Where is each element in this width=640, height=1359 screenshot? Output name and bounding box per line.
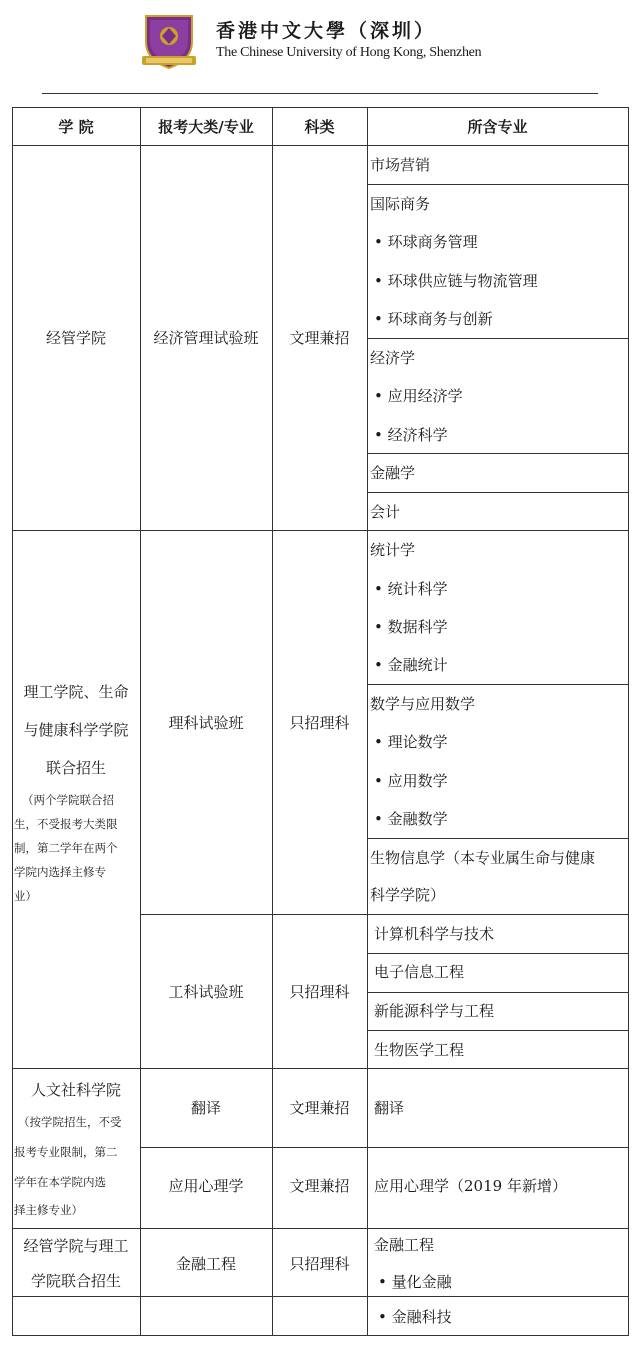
university-name-chinese: 香港中文大學（深圳） (216, 20, 437, 42)
subject-cell: 只招理科 (289, 714, 350, 732)
category-cell: 工科试验班 (168, 983, 244, 1001)
subject-cell: 只招理科 (289, 1255, 350, 1273)
major-item: 金融工程 (374, 1236, 435, 1254)
major-item: 市场营销 (370, 156, 431, 174)
major-item: 计算机科学与技术 (374, 925, 495, 943)
table-border (12, 1068, 629, 1069)
major-item: • 金融科技 (378, 1308, 452, 1326)
table-border (140, 914, 629, 915)
major-item: 翻译 (374, 1099, 405, 1117)
column-header-majors: 所含专业 (467, 118, 528, 136)
category-cell: 金融工程 (175, 1255, 236, 1273)
college-note-line: 业） (14, 889, 37, 903)
college-note-line: 生，不受报考大类限 (14, 817, 118, 831)
table-border (367, 338, 629, 339)
college-note-line: 制，第二学年在两个 (14, 841, 118, 855)
table-border (12, 1228, 629, 1229)
major-item: • 统计科学 (374, 580, 448, 598)
major-item: • 量化金融 (378, 1273, 452, 1291)
major-item: • 环球商务管理 (374, 233, 478, 251)
subject-cell: 文理兼招 (289, 1177, 350, 1195)
college-note-line: 学院内选择主修专 (14, 865, 106, 879)
major-item: • 金融数学 (374, 810, 448, 828)
table-border (367, 838, 629, 839)
table-border (12, 1296, 629, 1297)
column-header-category: 报考大类/专业 (158, 118, 254, 136)
subject-cell: 文理兼招 (289, 1099, 350, 1117)
table-border (140, 1147, 629, 1148)
table-border (12, 530, 629, 531)
category-cell: 翻译 (190, 1099, 221, 1117)
major-item: • 理论数学 (374, 733, 448, 751)
category-cell: 应用心理学 (168, 1177, 244, 1195)
major-item: • 数据科学 (374, 618, 448, 636)
major-item: 新能源科学与工程 (374, 1002, 495, 1020)
table-border (12, 145, 629, 146)
college-cell-line: 经管学院与理工 (23, 1237, 129, 1255)
major-item: • 金融统计 (374, 656, 448, 674)
table-border (367, 184, 629, 185)
table-border (367, 107, 368, 1335)
major-item: • 应用数学 (374, 772, 448, 790)
subject-cell: 只招理科 (289, 983, 350, 1001)
major-item: 生物医学工程 (374, 1041, 465, 1059)
table-border (367, 492, 629, 493)
major-item: • 环球供应链与物流管理 (374, 272, 538, 290)
major-item: 会计 (370, 503, 401, 521)
table-border (367, 992, 629, 993)
major-item: 统计学 (370, 541, 416, 559)
major-item: • 经济科学 (374, 426, 448, 444)
table-border (12, 1335, 629, 1336)
major-item: 应用心理学（2019 年新增） (374, 1177, 567, 1195)
major-item: 数学与应用数学 (370, 695, 476, 713)
major-item: 国际商务 (370, 195, 431, 213)
college-cell-line: 联合招生 (45, 759, 106, 777)
college-cell: 人文社科学院 (30, 1081, 121, 1099)
table-border (628, 107, 629, 1335)
major-item: • 环球商务与创新 (374, 310, 493, 328)
college-note-line: 报考专业限制，第二 (14, 1145, 118, 1159)
subject-cell: 文理兼招 (289, 329, 350, 347)
table-border (367, 453, 629, 454)
column-header-college: 学 院 (58, 118, 94, 136)
college-note-line: （按学院招生，不受 (18, 1115, 122, 1129)
column-header-subject: 科类 (304, 118, 335, 136)
major-item: • 应用经济学 (374, 387, 463, 405)
category-cell: 理科试验班 (168, 714, 244, 732)
college-cell-line: 学院联合招生 (30, 1272, 121, 1290)
college-cell-line: 与健康科学学院 (23, 721, 129, 739)
category-cell: 经济管理试验班 (153, 329, 259, 347)
table-border (12, 107, 629, 108)
major-item: 科学学院） (370, 886, 446, 904)
major-item: 金融学 (370, 464, 416, 482)
major-item: 经济学 (370, 349, 416, 367)
college-note-line: 学年在本学院内选 (14, 1175, 106, 1189)
major-item: 电子信息工程 (374, 963, 465, 981)
table-border (367, 684, 629, 685)
table-border (367, 953, 629, 954)
college-note-line: 择主修专业） (14, 1203, 83, 1217)
college-cell-line: 理工学院、生命 (23, 683, 129, 701)
university-name-english: The Chinese University of Hong Kong, Shenzhen (216, 45, 482, 60)
table-border (367, 1030, 629, 1031)
college-note-line: （两个学院联合招 (22, 793, 114, 807)
major-item: 生物信息学（本专业属生命与健康 (370, 849, 596, 867)
college-cell: 经管学院 (45, 329, 106, 347)
